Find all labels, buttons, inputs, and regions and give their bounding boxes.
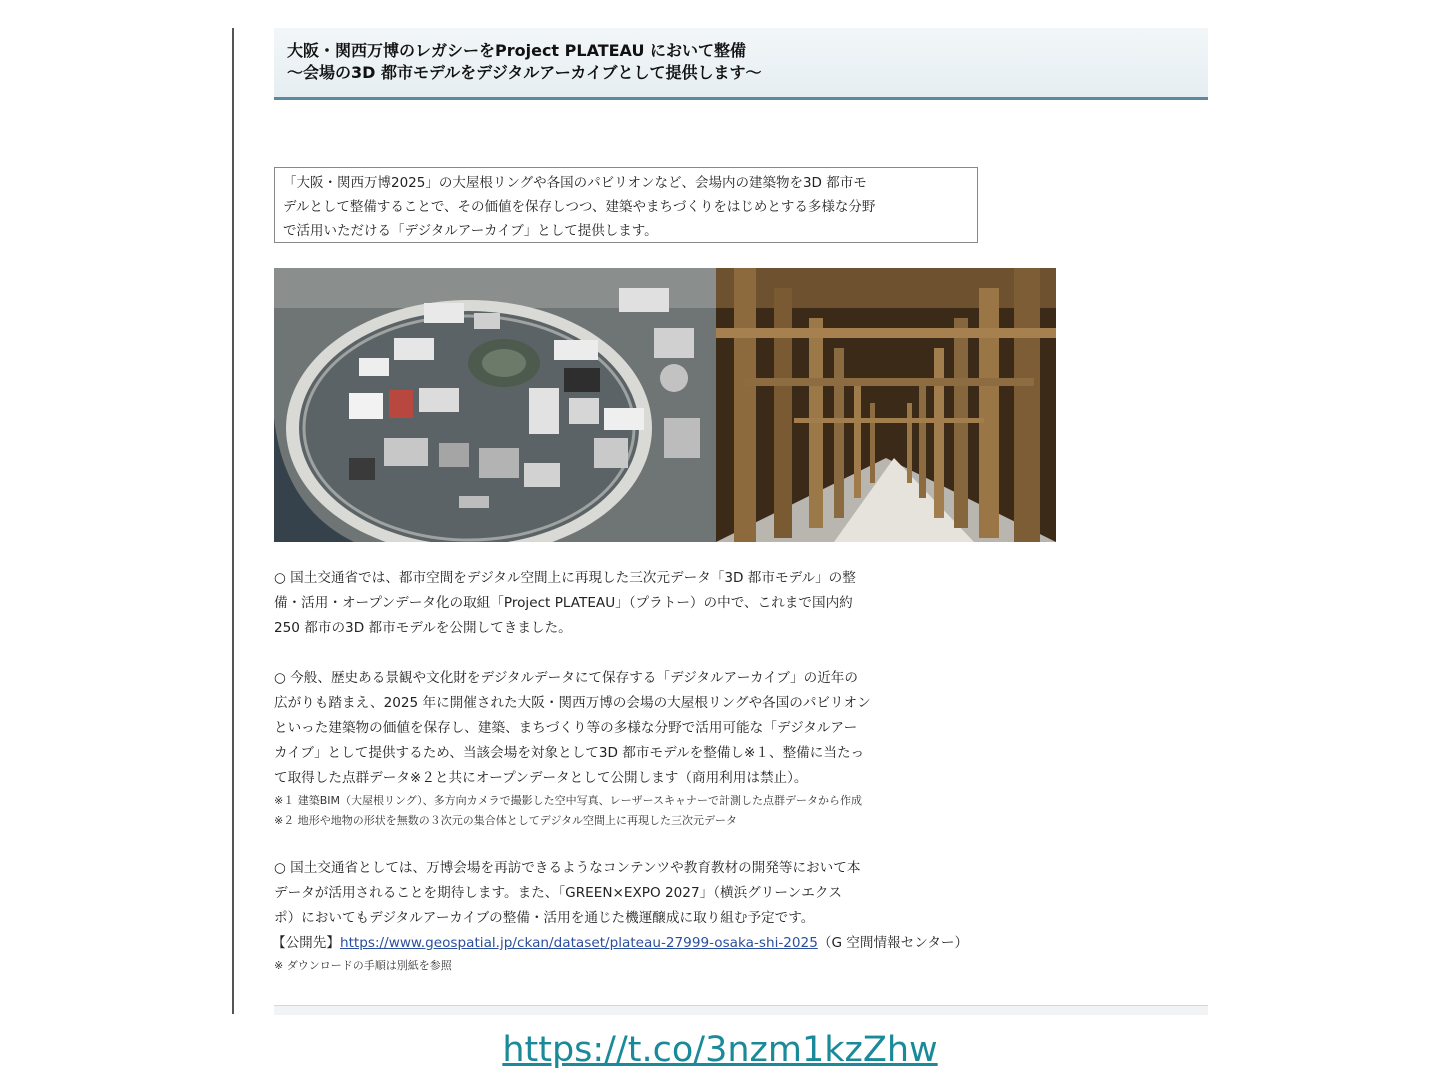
- expo-3d-model-figure: [274, 268, 1056, 542]
- page-bottom-strip: [274, 1005, 1208, 1015]
- publication-prefix: 【公開先】: [272, 935, 340, 951]
- paragraph-3: [274, 856, 860, 931]
- figure-images: [274, 268, 1056, 542]
- summary-line: 「大阪・関西万博2025」の大屋根リングや各国のパビリオンなど、会場内の建築物を3D 都市モ: [283, 175, 867, 191]
- dataset-link[interactable]: https://www.geospatial.jp/ckan/dataset/plateau-27999-osaka-shi-2025: [339, 935, 818, 951]
- paragraph-line: 備・活用・オープンデータ化の取組「Project PLATEAU」（プラトー）の中で、これまで国内約: [274, 595, 853, 611]
- publication-line: [272, 931, 968, 955]
- summary-line: で活用いただける「デジタルアーカイブ」として提供します。: [283, 223, 658, 239]
- paragraph-line: ○ 国土交通省では、都市空間をデジタル空間上に再現した三次元データ「3D 都市モデル」の整: [274, 570, 856, 586]
- timber-ring-render-image: [716, 268, 1056, 542]
- footnote-2: ※２ 地形や地物の形状を無数の３次元の集合体としてデジタル空間上に再現した三次元データ: [274, 814, 738, 827]
- paragraph-2: [274, 666, 871, 791]
- paragraph-line: ポ）においてもデジタルアーカイブの整備・活用を通じた機運醸成に取り組む予定です。: [274, 910, 815, 926]
- paragraph-line: データが活用されることを期待します。また、「GREEN×EXPO 2027」（横浜グリーンエクス: [274, 885, 842, 901]
- paragraph-line: ○ 国土交通省としては、万博会場を再訪できるようなコンテンツや教育教材の開発等において本: [274, 860, 861, 876]
- left-margin-rule: [232, 28, 234, 1014]
- summary-line: デルとして整備することで、その価値を保存しつつ、建築やまちづくりをはじめとする多様な分野: [283, 199, 876, 215]
- tweet-short-link[interactable]: https://t.co/3nzm1kzZhw: [502, 1030, 938, 1070]
- press-release-title: [274, 28, 1208, 100]
- footnote-1: ※１ 建築BIM（大屋根リング）、多方向カメラで撮影した空中写真、レーザースキャナーで計測した点群データから作成: [274, 794, 863, 807]
- summary-box: [274, 167, 978, 243]
- download-note: ※ ダウンロードの手順は別紙を参照: [274, 959, 452, 972]
- paragraph-line: 広がりも踏まえ、2025 年に開催された大阪・関西万博の会場の大屋根リングや各国のパビリオン: [274, 695, 871, 711]
- paragraph-1: [274, 566, 856, 641]
- paragraph-line: といった建築物の価値を保存し、建築、まちづくり等の多様な分野で活用可能な「デジタルアー: [274, 720, 858, 736]
- footnotes: [274, 791, 862, 831]
- paragraph-line: ○ 今般、歴史ある景観や文化財をデジタルデータにて保存する「デジタルアーカイブ」の近年の: [274, 670, 858, 686]
- title-line-1: 大阪・関西万博のレガシーをProject PLATEAU において整備: [287, 41, 747, 60]
- paragraph-line: カイブ」として提供するため、当該会場を対象として3D 都市モデルを整備し※１、整備に当たっ: [274, 745, 865, 761]
- publication-suffix: （G 空間情報センター）: [817, 935, 969, 951]
- title-line-2: ～会場の3D 都市モデルをデジタルアーカイブとして提供します～: [287, 63, 762, 82]
- download-note-container: [274, 956, 452, 976]
- aerial-view-image: [274, 268, 716, 542]
- paragraph-line: 250 都市の3D 都市モデルを公開してきました。: [274, 620, 572, 636]
- paragraph-line: て取得した点群データ※２と共にオープンデータとして公開します（商用利用は禁止）。: [274, 770, 808, 786]
